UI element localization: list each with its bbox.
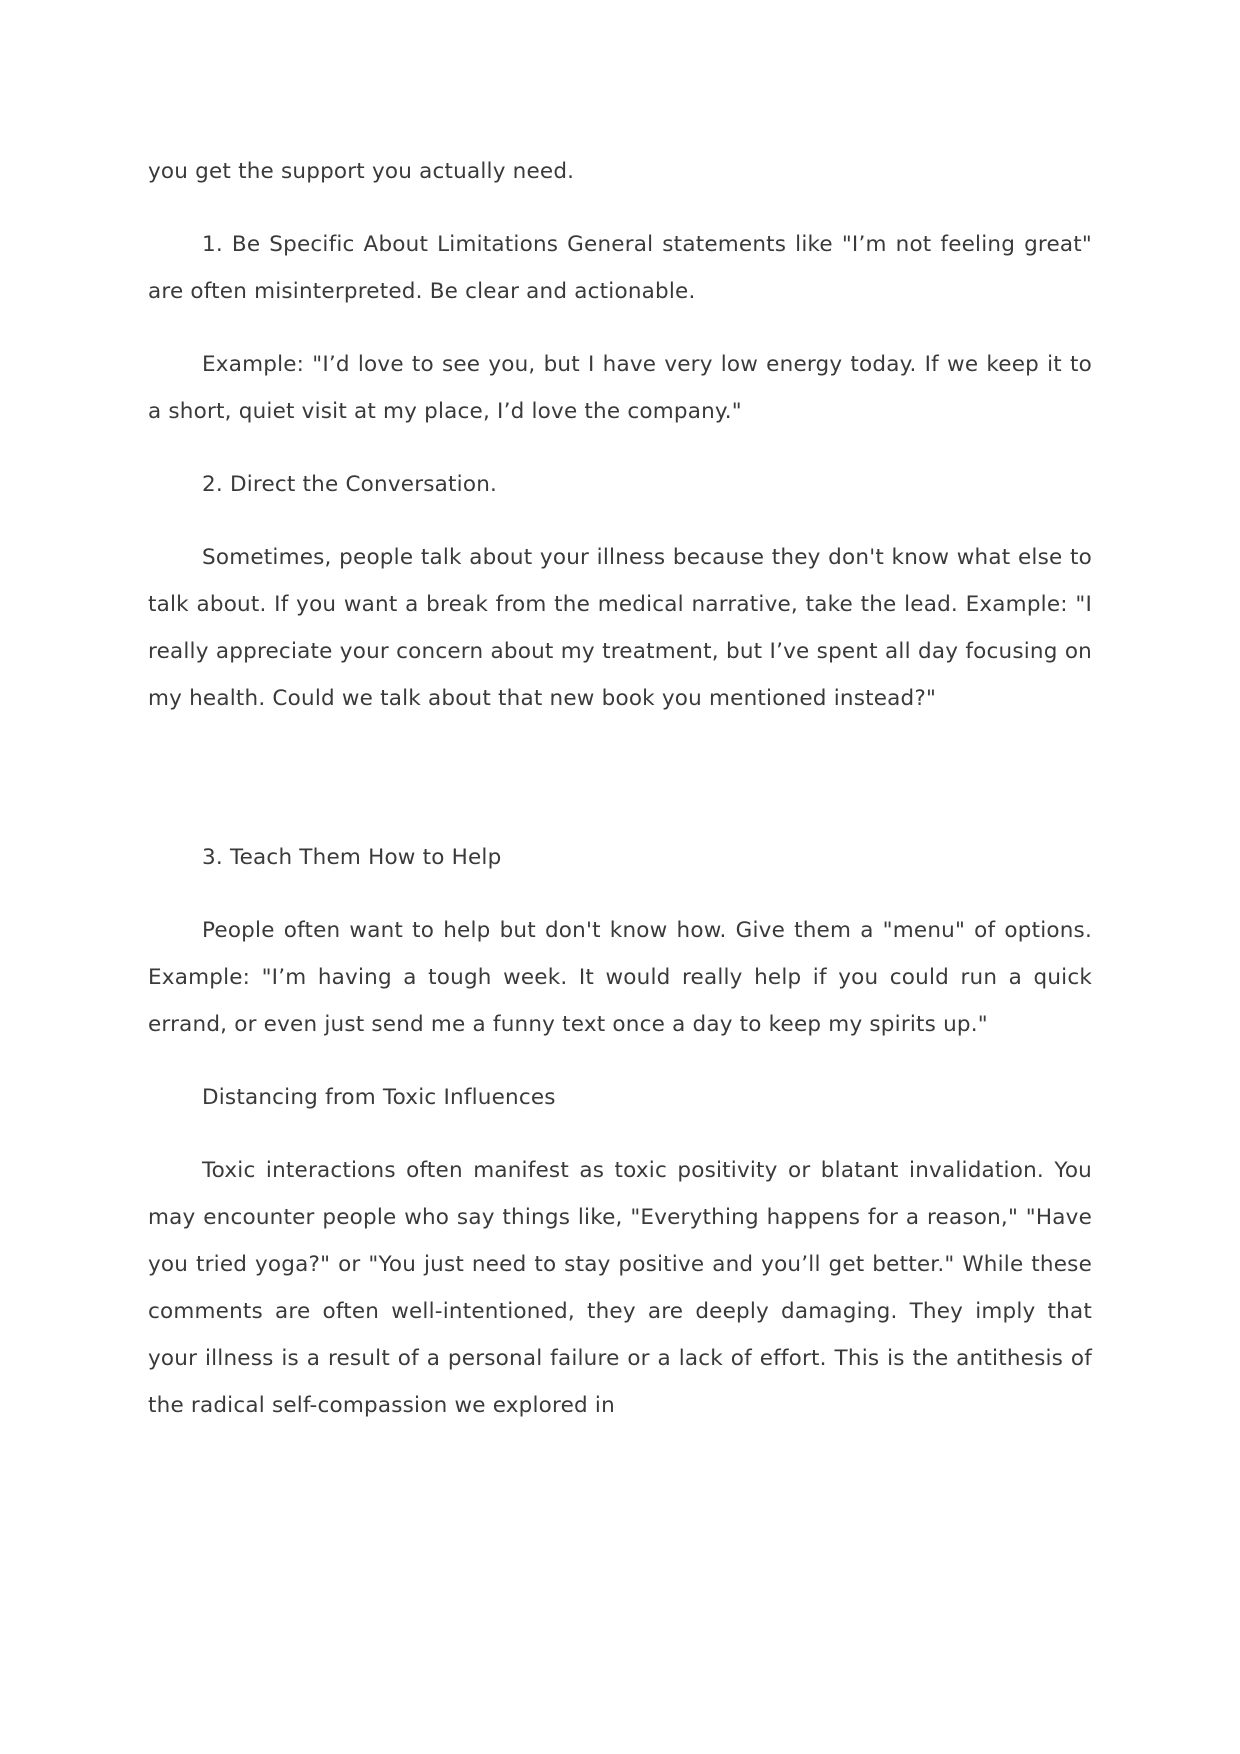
paragraph-point-2-body: Sometimes, people talk about your illness because they don't know what else to talk about. If you want a break from the medical narrative, take the lead. Example: "I really appreciate your concern about my treatment, but I’ve spent all day focusing on my health. Could we talk about that new book you mentioned instead?" — [148, 545, 1092, 711]
paragraph-point-3-body: People often want to help but don't know how. Give them a "menu" of options. Example: "I’m having a tough week. It would really help if you could run a quick errand, or even just send me a funny text once a day to keep my spirits up." — [148, 918, 1092, 1037]
paragraph-point-1-example: Example: "I’d love to see you, but I have very low energy today. If we keep it to a short, quiet visit at my place, I’d love the company." — [148, 352, 1092, 424]
paragraph-continuation: you get the support you actually need. — [148, 159, 575, 184]
heading-point-3: 3. Teach Them How to Help — [202, 845, 502, 870]
body-text — [148, 148, 1092, 1455]
paragraph-gap — [148, 748, 1092, 834]
heading-point-2: 2. Direct the Conversation. — [202, 472, 498, 497]
paragraph-section-body: Toxic interactions often manifest as toxic positivity or blatant invalidation. You may encounter people who say things like, "Everything happens for a reason," "Have you tried yoga?" or "You just need to stay positive and you’ll get better." While these comments are often well-intentioned, they are deeply damaging. They imply that your illness is a result of a personal failure or a lack of effort. This is the antithesis of the radical self-compassion we explored in — [148, 1158, 1092, 1418]
paragraph-point-1: 1. Be Specific About Limitations General statements like "I’m not feeling great" are often misinterpreted. Be clear and actionable. — [148, 232, 1092, 304]
section-heading: Distancing from Toxic Influences — [202, 1085, 556, 1110]
